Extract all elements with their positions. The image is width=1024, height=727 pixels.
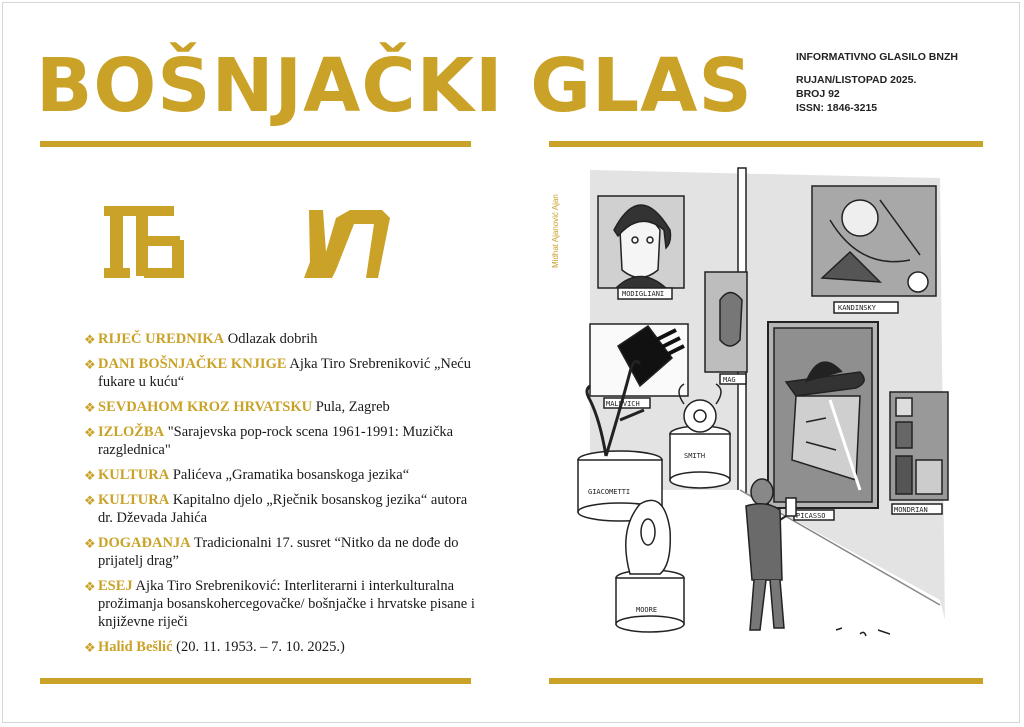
toc-category: Halid Bešlić bbox=[98, 639, 173, 655]
bullet-icon: ❖ bbox=[84, 493, 96, 508]
label-giacometti: GIACOMETTI bbox=[588, 488, 631, 496]
top-rule-right bbox=[549, 141, 983, 147]
issue-number: BROJ 92 bbox=[796, 88, 840, 100]
toc-text: Tradicionalni 17. susret “Nitko da ne dođe do prijatelj drag” bbox=[98, 535, 459, 569]
bullet-icon: ❖ bbox=[84, 425, 96, 440]
masthead-info bbox=[796, 50, 958, 115]
glyph-logo bbox=[104, 206, 404, 282]
toc-text: Ajka Tiro Srebreniković „Neću fukare u kuću“ bbox=[98, 356, 471, 390]
masthead-title: BOŠNJAČKI GLAS bbox=[36, 43, 753, 129]
toc-category: DOGAĐANJA bbox=[98, 535, 191, 551]
label-kandinsky: KANDINSKY bbox=[838, 304, 876, 312]
toc-item[interactable] bbox=[84, 534, 484, 570]
label-moore: MOORE bbox=[636, 606, 658, 614]
label-picasso: PICASSO bbox=[796, 512, 826, 520]
toc-category: KULTURA bbox=[98, 492, 170, 508]
bullet-icon: ❖ bbox=[84, 332, 96, 347]
bullet-icon: ❖ bbox=[84, 640, 96, 655]
label-magritte: MAG bbox=[723, 376, 736, 384]
bottom-rule-right bbox=[549, 678, 983, 684]
toc-text: Kapitalno djelo „Rječnik bosanskog jezika“ autora dr. Dževada Jahića bbox=[98, 492, 468, 526]
toc-text: Odlazak dobrih bbox=[227, 331, 318, 347]
toc-item[interactable] bbox=[84, 466, 484, 484]
toc-category: SEVDAHOM KROZ HRVATSKU bbox=[98, 399, 313, 415]
label-smith: SMITH bbox=[684, 452, 706, 460]
toc-category: IZLOŽBA bbox=[98, 424, 165, 440]
toc-category: RIJEČ UREDNIKA bbox=[98, 331, 225, 347]
toc-text: Ajka Tiro Srebreniković: Interliterarni i interkulturalna prožimanja bosanskohercegovačke/ bošnjačke i hrvatske pisane i književne riječi bbox=[98, 578, 475, 630]
toc-text: Pula, Zagreb bbox=[315, 399, 390, 415]
label-mondrian: MONDRIAN bbox=[894, 506, 928, 514]
publisher-label: INFORMATIVNO GLASILO BNZH bbox=[796, 51, 958, 63]
bullet-icon: ❖ bbox=[84, 579, 96, 594]
bottom-rule-left bbox=[40, 678, 471, 684]
toc-item[interactable] bbox=[84, 638, 484, 656]
bullet-icon: ❖ bbox=[84, 468, 96, 483]
label-modigliani: MODIGLIANI bbox=[622, 290, 665, 298]
toc-item[interactable] bbox=[84, 330, 484, 348]
toc-item[interactable] bbox=[84, 355, 484, 391]
table-of-contents bbox=[84, 330, 484, 663]
toc-item[interactable] bbox=[84, 491, 484, 527]
toc-text: "Sarajevska pop-rock scena 1961-1991: Muzička razglednica" bbox=[98, 424, 454, 458]
illustrator-credit: Midhat Ajanović Ajan bbox=[551, 194, 560, 268]
toc-text: Palićeva „Gramatika bosanskoga jezika“ bbox=[172, 467, 410, 483]
toc-category: DANI BOŠNJAČKE KNJIGE bbox=[98, 356, 287, 372]
bullet-icon: ❖ bbox=[84, 357, 96, 372]
issn-label: ISSN: 1846-3215 bbox=[796, 102, 878, 114]
toc-category: KULTURA bbox=[98, 467, 170, 483]
toc-text: (20. 11. 1953. – 7. 10. 2025.) bbox=[176, 639, 345, 655]
toc-item[interactable] bbox=[84, 577, 484, 631]
gallery-cartoon bbox=[560, 160, 955, 660]
bullet-icon: ❖ bbox=[84, 536, 96, 551]
toc-item[interactable] bbox=[84, 423, 484, 459]
toc-category: ESEJ bbox=[98, 578, 133, 594]
toc-item[interactable] bbox=[84, 398, 484, 416]
top-rule-left bbox=[40, 141, 471, 147]
issue-date: RUJAN/LISTOPAD 2025. bbox=[796, 74, 917, 86]
label-malevich: MALEVICH bbox=[606, 400, 640, 408]
bullet-icon: ❖ bbox=[84, 400, 96, 415]
